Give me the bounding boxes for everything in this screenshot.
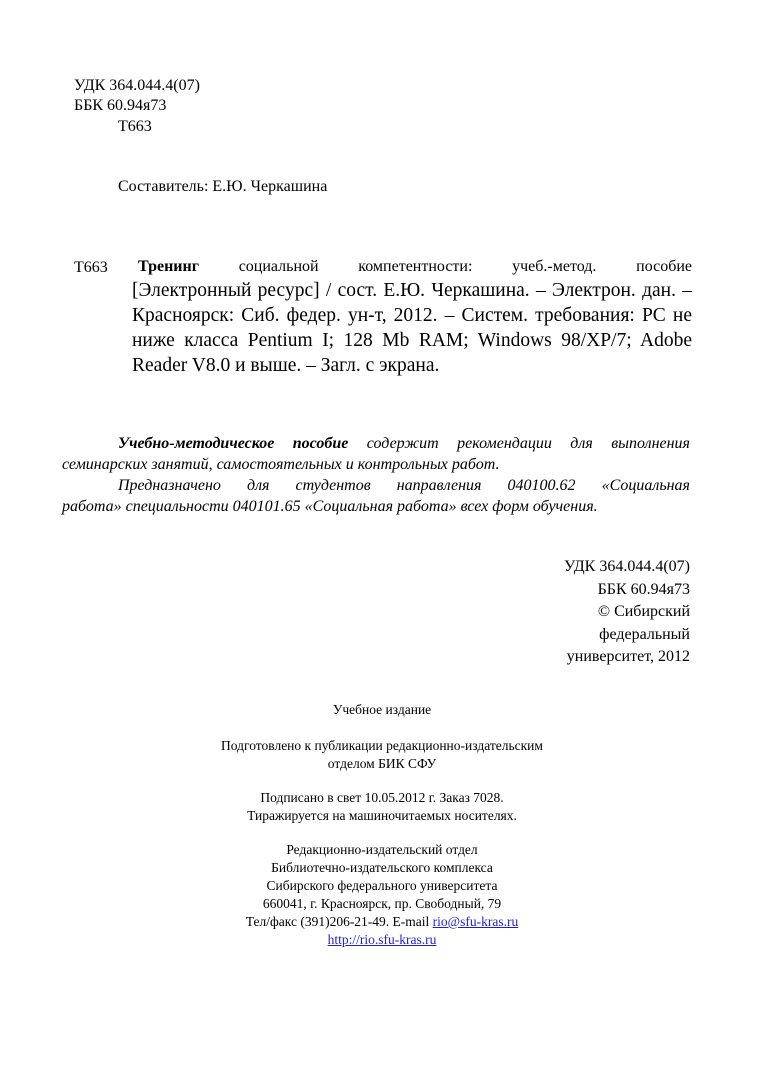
annotation [62,433,690,517]
copyright-block [564,556,690,669]
dept-line-3: Сибирского федерального университета [266,878,498,893]
annotation-bold: Учебно-методическое пособие [118,435,349,452]
catalog-entry-title: Тренинг [138,258,199,275]
email-link[interactable]: rio@sfu-kras.ru [432,914,519,929]
annotation-line-4: работа» специальности 040101.65 «Социальная работа» всех форм обучения. [62,498,598,515]
annotation-line-1 [62,433,690,454]
catalog-entry-line-1 [138,258,692,276]
catalog-entry-line-2: [Электронный ресурс] / сост. Е.Ю. Черкашина. – Электрон. дан. – [132,280,692,301]
catalog-entry-title-rest: социальной компетентности: учеб.-метод. пособие [238,258,692,275]
website-link[interactable]: http://rio.sfu-kras.ru [327,932,437,947]
prepared-line-2: отделом БИК СФУ [327,756,437,771]
website-line [0,931,764,949]
author-mark: Т663 [118,118,152,135]
dept-line-2: Библиотечно-издательского комплекса [271,860,493,875]
copyright-line-3: университет, 2012 [566,648,690,665]
edition-type: Учебное издание [332,702,432,717]
udk-code: УДК 364.044.4(07) [74,77,200,94]
right-bbk: ББК 60.94я73 [597,580,690,598]
catalog-entry-line-3: Красноярск: Сиб. федер. ун-т, 2012. – Систем. требования: PC не [132,305,692,326]
address-line: 660041, г. Красноярск, пр. Свободный, 79 [262,896,502,911]
annotation-line-1-rest: содержит рекомендации для выполнения [366,435,690,452]
copyright-line-1: © Сибирский [597,603,690,620]
catalog-entry-line-4: ниже класса Pentium I; 128 Mb RAM; Windows 98/XP/7; Adobe [132,330,692,351]
replicated-line: Тиражируется на машиночитаемых носителях. [247,808,517,823]
publication-info [0,789,764,825]
right-udk: УДК 364.044.4(07) [564,558,690,575]
prepared-line-1: Подготовлено к публикации редакционно-издательским [221,738,543,753]
contact-line [0,913,764,931]
copyright-line-2: федеральный [599,625,690,643]
bbk-code: ББК 60.94я73 [74,97,167,114]
compiler-line: Составитель: Е.Ю. Черкашина [118,178,328,195]
annotation-line-2: семинарских занятий, самостоятельных и контрольных работ. [62,456,500,473]
annotation-line-3: Предназначено для студентов направления 040100.62 «Социальная [118,477,690,494]
publisher-info [0,841,764,949]
phone-text: Тел/факс (391)206-21-49. E-mail [245,914,433,929]
dept-line-1: Редакционно-издательский отдел [286,842,478,857]
prepared-by [0,737,764,773]
catalog-entry-code: Т663 [74,259,108,276]
catalog-entry-line-5: Reader V8.0 и выше. – Загл. с экрана. [132,355,440,376]
signed-line: Подписано в свет 10.05.2012 г. Заказ 7028. [260,790,504,805]
